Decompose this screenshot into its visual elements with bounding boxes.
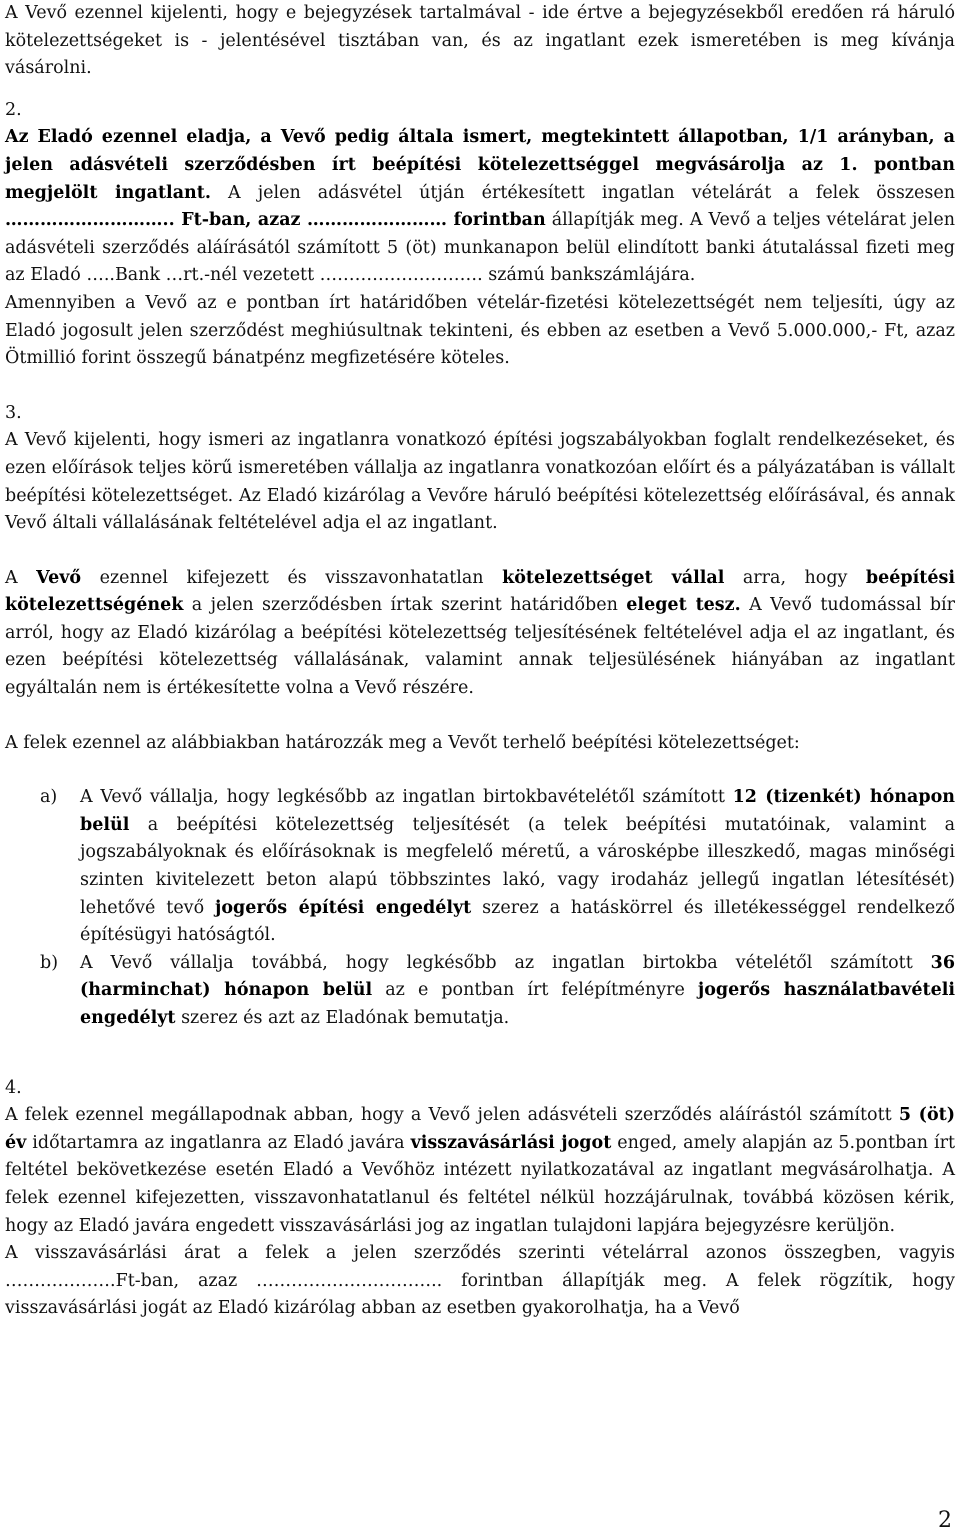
section-4-paragraph-2: A visszavásárlási árat a felek a jelen szerződés szerinti vételárral azonos összegben, vagyis ……………….Ft-ban, azaz ………………………….. forintban állapítják meg. A felek rögzítik, hogy visszavásárlási jogát az Eladó kizárólag abban az esetben gyakorolhatja, ha a Vevő: [5, 1243, 955, 1319]
obligation-list: [5, 784, 955, 1032]
section-4-number: 4.: [5, 1077, 22, 1098]
list-item-b: b) A Vevő vállalja továbbá, hogy legkésőbb az ingatlan birtokba vételétől számított 36 (harminchat) hónapon belül az e pontban írt felépítményre jogerős használatbavételi engedélyt szerez és azt az Eladónak bemutatja.: [5, 950, 955, 1033]
section-3-paragraph-1: A Vevő kijelenti, hogy ismeri az ingatlanra vonatkozó építési jogszabályokban foglalt rendelkezéseket, és ezen előírások teljes körű ismeretében vállalja az ingatlanra vonatkozóan előírt és a pályázatában is vállalt beépítési kötelezettséget. Az Eladó kizárólag a Vevőre háruló beépítési kötelezettség előírásával, és annak Vevő általi vállalásának feltételével adja el az ingatlant.: [5, 430, 955, 534]
section-3-paragraph-2: A Vevő ezennel kifejezett és visszavonhatatlan kötelezettséget vállal arra, hogy beépítési kötelezettségének a jelen szerződésben írtak szerint határidőben eleget tesz. A Vevő tudomással bír arról, hogy az Eladó kizárólag a beépítési kötelezettség teljesítésének feltételével adja el az ingatlant, és ezen beépítési kötelezettség vállalásának, valamint annak teljesülésének hiányában az ingatlant egyáltalán nem is értékesítette volna a Vevő részére.: [5, 567, 956, 699]
section-3-number: 3.: [5, 402, 22, 423]
section-2-penalty-paragraph: Amennyiben a Vevő az e pontban írt határidőben vételár-fizetési kötelezettségét nem teljesíti, úgy az Eladó jogosult jelen szerződést meghiúsultnak tekinteni, és ebben az esetben a Vevő 5.000.000,- Ft, azaz Ötmillió forint összegű bánatpénz megfizetésére köteles.: [5, 292, 955, 369]
section-3-paragraph-3: A felek ezennel az alábbiakban határozzák meg a Vevőt terhelő beépítési kötelezettséget:: [5, 732, 800, 753]
section-4-paragraph-1: A felek ezennel megállapodnak abban, hogy a Vevő jelen adásvételi szerződés aláírástól számított 5 (öt) év időtartamra az ingatlanra az Eladó javára visszavásárlási jogot enged, amely alapján az 5.pontban írt feltétel bekövetkezése esetén Eladó a Vevőhöz intézett nyilatkozatával az ingatlant megvásárolhatja. A felek ezennel kifejezetten, visszavonhatatlanul és feltétel nélkül hozzájárulnak, továbbá közösen kérik, hogy az Eladó javára engedett visszavásárlási jog az ingatlan tulajdoni lapjára bejegyzésre kerüljön.: [5, 1105, 955, 1236]
section-2-paragraph: Az Eladó ezennel eladja, a Vevő pedig általa ismert, megtekintett állapotban, 1/1 arányban, a jelen adásvételi szerződésben írt beépítési kötelezettséggel megvásárolja az 1. pontban megjelölt ingatlant. A jelen adásvétel útján értékesített ingatlan vételárát a felek összesen ……………………….. Ft-ban, azaz …………………… forintban állapítják meg. A Vevő a teljes vételárat jelen adásvételi szerződés aláírásától számított 5 (öt) munkanapon belül elindított banki átutalással fizeti meg az Eladó …..Bank …rt.-nél vezetett ………………………. számú bankszámlájára.: [5, 127, 955, 286]
document-page: [5, 0, 955, 1323]
price-blank: ……………………….. Ft-ban, azaz …………………… forintban: [5, 210, 546, 231]
section-2-bold-text: Az Eladó ezennel eladja, a Vevő pedig általa ismert, megtekintett állapotban, 1/1 arányban, a jelen adásvételi szerződésben írt beépítési kötelezettséggel megvásárolja az 1. pontban megjelölt ingatlant.: [5, 127, 955, 203]
page-number: 2: [938, 1508, 952, 1533]
list-marker-b: b): [40, 952, 59, 973]
list-item-a: a) A Vevő vállalja, hogy legkésőbb az ingatlan birtokbavételétől számított 12 (tizenkét) hónapon belül a beépítési kötelezettség teljesítését (a telek beépítési mutatóinak, valamint a jogszabályoknak és előírásoknak is megfelelő méretű, a városképbe illeszkedő, magas minőségi szinten kivitelezett beton alapú többszintes lakó, vagy irodaház jellegű ingatlan létesítését) lehetővé tevő jogerős építési engedélyt szerez a hatáskörrel és illetékességgel rendelkező építésügyi hatóságtól.: [5, 784, 955, 950]
section-2-number: 2.: [5, 99, 22, 120]
list-marker-a: a): [40, 787, 58, 808]
intro-paragraph: A Vevő ezennel kijelenti, hogy e bejegyzések tartalmával - ide értve a bejegyzésekből eredően rá háruló kötelezettségeket is - jelentésével tisztában van, és az ingatlant ezek ismeretében is meg kívánja vásárolni.: [5, 3, 955, 79]
